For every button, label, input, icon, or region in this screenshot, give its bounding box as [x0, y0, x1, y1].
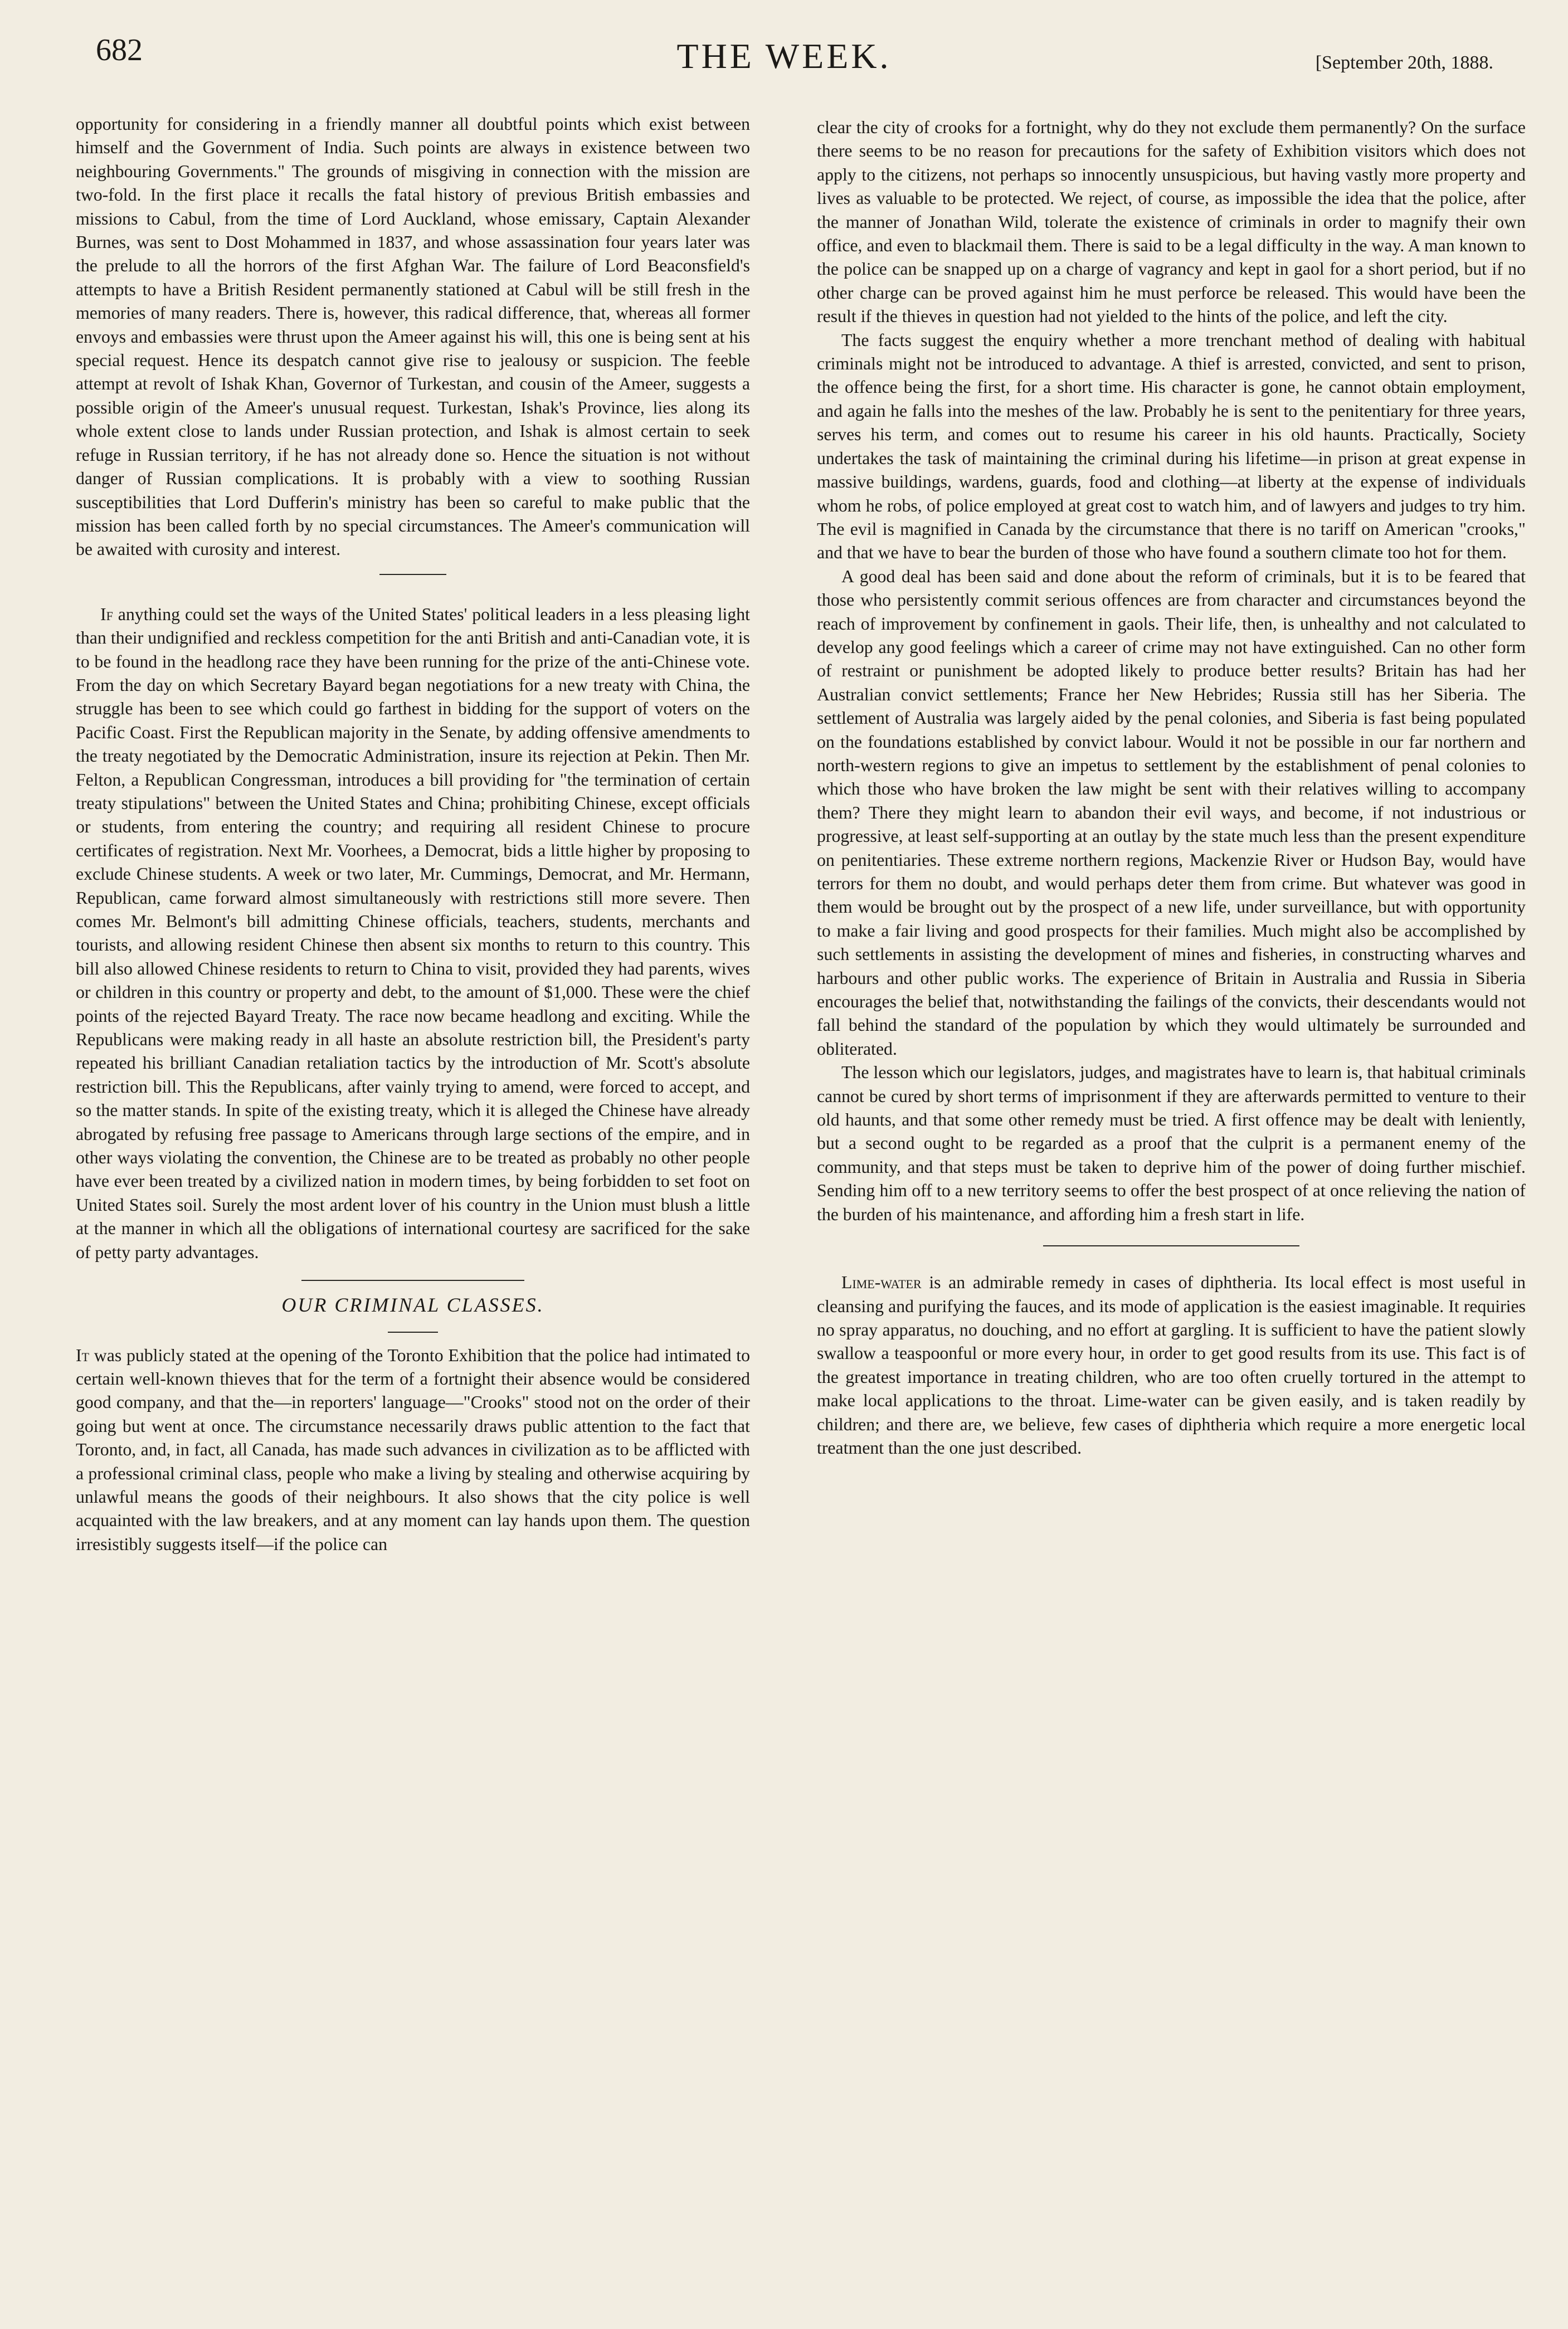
right-column	[817, 116, 1526, 1460]
page-header	[0, 0, 1568, 111]
left-column	[76, 113, 750, 1556]
article-paragraph: opportunity for considering in a friendly manner all doubtful points which exist between himself and the Government of India. Such points are always in existence between two neighbouring Governments." The grounds of misgiving in connection with the mission are two-fold. In the first place it recalls the fatal history of previous British embassies and missions to Cabul, from the time of Lord Auckland, whose emissary, Captain Alexander Burnes, was sent to Dost Mohammed in 1837, and whose assassination four years later was the prelude to all the horrors of the first Afghan War. The failure of Lord Beaconsfield's attempts to have a British Resident permanently stationed at Cabul will be still fresh in the memories of many readers. There is, however, this radical difference, that, whereas all former envoys and embassies were thrust upon the Ameer against his will, this one is being sent at his special request. Hence its despatch cannot give rise to jealousy or suspicion. The feeble attempt at revolt of Ishak Khan, Governor of Turkestan, and cousin of the Ameer, suggests a possible origin of the Ameer's unusual request. Turkestan, Ishak's Province, lies along its whole extent close to lands under Russian protection, and Ishak is almost certain to seek refuge in Russian territory, if he has not already done so. Hence the situation is not without danger of Russian complications. It is probably with a view to soothing Russian susceptibilities that Lord Dufferin's ministry has been so careful to make public that the mission has been called forth by no special circumstances. The Ameer's communication will be awaited with curosity and interest.	[76, 114, 750, 559]
title-divider	[388, 1332, 438, 1333]
issue-date: [September 20th, 1888.	[1315, 52, 1493, 73]
section-divider	[301, 1280, 524, 1281]
paragraph-text: was publicly stated at the opening of the Toronto Exhibition that the police had intimated to certain well-known thieves that for the term of a fortnight their absence would be considered good company, and that the—in reporters' language—"Crooks" stood not on the order of their going but went at once. The circumstance necessarily draws public attention to the fact that Toronto, and, in fact, all Canada, has made such advances in civilization as to be afflicted with a professional criminal class, people who make a living by stealing and otherwise acquiring by unlawful means the goods of their neighbours. It also shows that the city police is well acquainted with the law breakers, and at any moment can lay hands upon them. The question irresistibly suggests itself—if the police can	[76, 1345, 750, 1554]
article-paragraph: The facts suggest the enquiry whether a more trenchant method of dealing with habitual criminals might not be introduced to advantage. A thief is arrested, convicted, and sent to prison, the offence being the first, for a short time. His character is gone, he cannot obtain employment, and again he falls into the meshes of the law. Probably he is sent to the penitentiary for three years, serves his term, and comes out to resume his career in his old haunts. Practically, Society undertakes the task of maintaining the criminal during his lifetime—in prison at great expense in massive buildings, wardens, guards, food and clothing—at liberty at the expense of individuals whom he robs, of police employed at great cost to watch him, and of lawyers and judges to try him. The evil is magnified in Canada by the circumstance that there is no tariff on American "crooks," and that we have to bear the burden of those who have found a southern climate too hot for them.	[817, 330, 1526, 563]
section-divider	[1043, 1245, 1299, 1246]
article-paragraph: clear the city of crooks for a fortnight, why do they not exclude them permanently? On the surface there seems to be no reason for precautions for the safety of Exhibition visitors which does not apply to the citizens, not perhaps so innocently unsuspicious, but having vastly more property and lives as valuable to be protected. We reject, of course, as impossible the idea that the police, after the manner of Jonathan Wild, tolerate the existence of criminals in order to magnify their own office, and even to blackmail them. There is said to be a legal difficulty in the way. A man known to the police can be snapped up on a charge of vagrancy and kept in gaol for a short period, but if no other charge can be proved against him he must perforce be released. This would have been the result if the thieves in question had not yielded to the hints of the police, and left the city.	[817, 118, 1526, 327]
paragraph-text: anything could set the ways of the United States' political leaders in a less pleasing light than their undignified and reckless competition for the anti British and anti-Canadian vote, it is to be found in the headlong race they have been running for the prize of the anti-Chinese vote. From the day on which Secretary Bayard began negotiations for a new treaty with China, the struggle has been to see which could go farthest in bidding for the support of voters on the Pacific Coast. First the Republican majority in the Senate, by adding offensive amendments to the treaty negotiated by the Democratic Administration, insure its rejection at Pekin. Then Mr. Felton, a Republican Congressman, introduces a bill providing for "the termination of certain treaty stipulations" between the United States and China; prohibiting Chinese, except officials or students, from entering the country; and requiring all resident Chinese to procure certificates of registration. Next Mr. Voorhees, a Democrat, bids a little higher by proposing to exclude Chinese students. A week or two later, Mr. Cummings, Democrat, and Mr. Hermann, Republican, came forward almost simultaneously with restrictions still more severe. Then comes Mr. Belmont's bill admitting Chinese officials, teachers, students, merchants and tourists, and allowing resident Chinese then absent six months to return to this country. This bill also allowed Chinese residents to return to China to visit, provided they had parents, wives or children in this country or property and debt, to the amount of $1,000. These were the chief points of the rejected Bayard Treaty. The race now became headlong and exciting. While the Republicans were making ready in all haste an absolute restriction bill, the President's party repeated his brilliant Canadian retaliation tactics by the introduction of Mr. Scott's absolute restriction bill. This the Republicans, after vainly trying to amend, were forced to accept, and so the matter stands. In spite of the existing treaty, which it is alleged the Chinese have already abrogated by refusing free passage to Americans through large sections of the empire, and in other ways violating the convention, the Chinese are to be treated as probably no other people have ever been treated by a civilized nation in modern times, by being forbidden to set foot on United States soil. Surely the most ardent lover of his country in the Union must blush a little at the manner in which all the obligations of international courtesy are sacrificed for the sake of petty party advantages.	[76, 604, 750, 1262]
journal-title: THE WEEK.	[676, 36, 892, 76]
article-paragraph: The lesson which our legislators, judges, and magistrates have to learn is, that habitual criminals cannot be cured by short terms of imprisonment if they are afterwards permitted to venture to their old haunts, and that some other remedy must be tried. A first offence may be dealt with leniently, but a second ought to be regarded as a proof that the culprit is a permanent enemy of the community, and that steps must be taken to deprive him of the power of doing further mischief. Sending him off to a new territory seems to offer the best prospect of at once relieving the nation of the burden of his maintenance, and affording him a fresh start in life.	[817, 1063, 1526, 1224]
paragraph-text: is an admirable remedy in cases of diphtheria. Its local effect is most useful in cleansing and purifying the fauces, and its mode of application is the easiest imaginable. It requiries no spray apparatus, no douching, and no effort at gargling. It is sufficient to have the patient slowly swallow a teaspoonful or more every hour, in order to get good results from its use. This fact is of the greatest importance in treating children, who are too often cruelly tortured in the attempt to make local applications to the throat. Lime-water can be given easily, and is taken readily by children; and there are, we believe, few cases of diphtheria which require a more energetic local treatment than the one just described.	[817, 1273, 1526, 1458]
section-divider	[379, 574, 446, 575]
article-paragraph	[817, 1271, 1526, 1460]
page-number: 682	[96, 33, 143, 67]
article-paragraph	[76, 603, 750, 1264]
drop-initial: If	[100, 604, 113, 624]
drop-initial: It	[76, 1345, 90, 1365]
article-paragraph: A good deal has been said and done about the reform of criminals, but it is to be feared that those who persistently commit serious offences are from character and circumstances beyond the reach of improvement by confinement in gaols. Their life, then, is unhealthy and not calculated to develop any good feelings which a career of crime may not have extinguished. Can no other form of restraint or punishment be adopted likely to produce better results? Britain has had her Australian convict settlements; France her New Hebrides; Russia still has her Siberia. The settlement of Australia was largely aided by the penal colonies, and Siberia is fast being populated on the foundations established by convict labour. Would it not be possible in our far northern and north-western regions to give an impetus to settlement by the establishment of penal colonies to which those who have broken the law might be sent with their relatives willing to accompany them? There they might learn to abandon their evil ways, and become, if not industrious or progressive, at least self-supporting at an outlay by the state much less than the present expenditure on penitentiaries. These extreme northern regions, Mackenzie River or Hudson Bay, would have terrors for them no doubt, and would perhaps deter them from crime. But whatever was good in them would be brought out by the prospect of a new life, under surveillance, but with opportunity to make a fair living and good prospects for their families. Much might also be accomplished by such settlements in assisting the development of mines and fisheries, in constructing wharves and harbours and other public works. The experience of Britain in Australia and Russia in Siberia encourages the belief that, notwithstanding the failings of the convicts, their descendants would not fall behind the standard of the population by which they would ultimately be surrounded and obliterated.	[817, 566, 1526, 1059]
drop-initial: Lime-water	[841, 1273, 922, 1293]
article-paragraph	[76, 1344, 750, 1557]
section-title: OUR CRIMINAL CLASSES.	[281, 1294, 544, 1317]
